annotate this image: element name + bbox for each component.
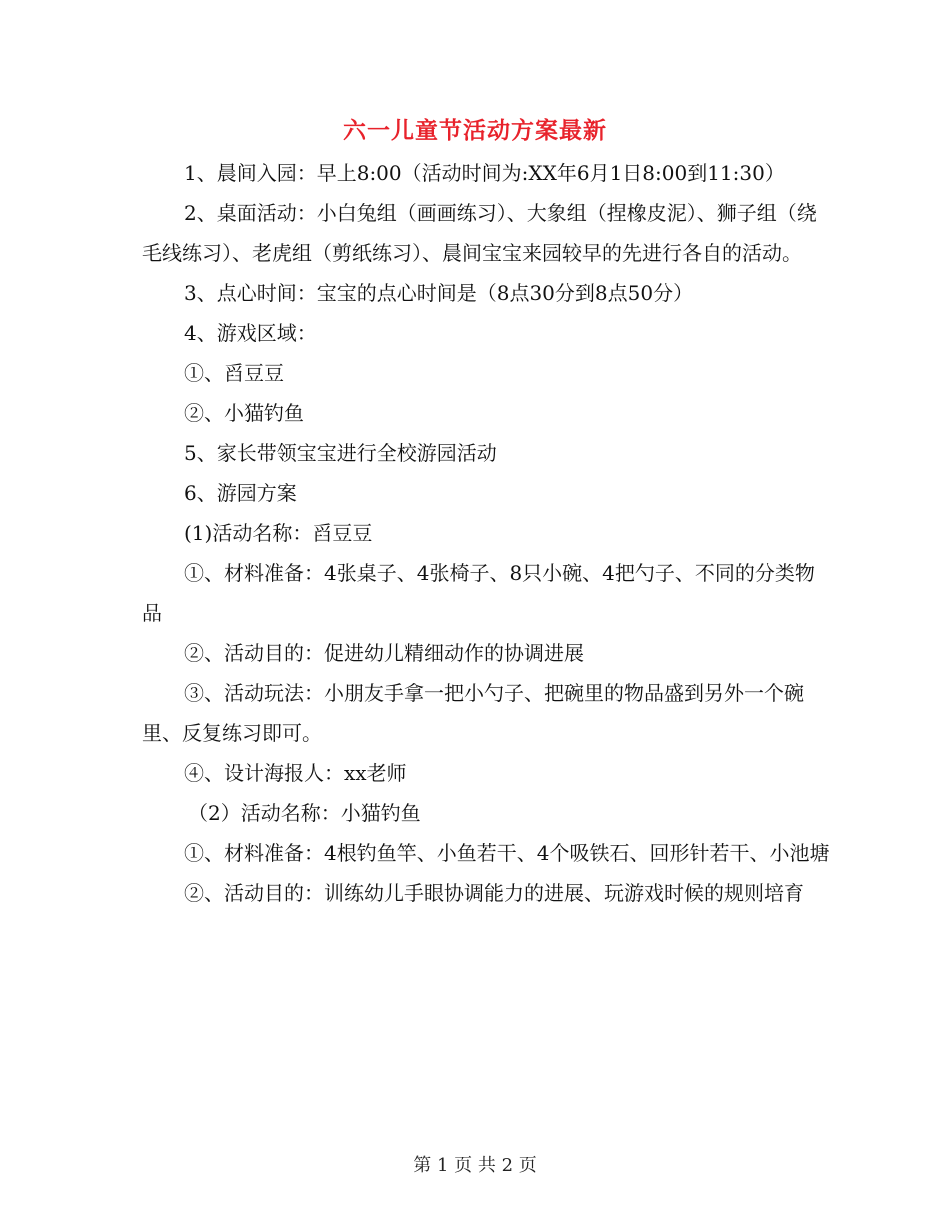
page-footer: 第 1 页 共 2 页	[413, 1155, 537, 1176]
activity-1-name: (1)活动名称：舀豆豆	[184, 521, 373, 545]
document-title: 六一儿童节活动方案最新	[343, 118, 607, 144]
activity-2-materials: ①、材料准备：4根钓鱼竿、小鱼若干、4个吸铁石、回形针若干、小池塘	[184, 841, 830, 865]
paragraph-game-area: 4、游戏区域：	[184, 321, 317, 345]
activity-1-goal: ②、活动目的：促进幼儿精细动作的协调进展	[184, 641, 584, 665]
activity-1-materials: ①、材料准备：4张桌子、4张椅子、8只小碗、4把勺子、不同的分类物品	[142, 561, 815, 625]
activity-1-rules: ③、活动玩法：小朋友手拿一把小勺子、把碗里的物品盛到另外一个碗里、反复练习即可。	[142, 681, 804, 745]
activity-2-name: （2）活动名称：小猫钓鱼	[188, 801, 421, 825]
activity-2-goal: ②、活动目的：训练幼儿手眼协调能力的进展、玩游戏时候的规则培育	[184, 881, 804, 905]
activity-1-designer: ④、设计海报人：xx老师	[184, 761, 407, 785]
paragraph-tour-plan: 6、游园方案	[184, 481, 297, 505]
document-body	[142, 153, 832, 913]
paragraph-desk-activity: 2、桌面活动：小白兔组（画画练习）、大象组（捏橡皮泥）、狮子组（绕毛线练习）、老虎组（剪纸练习）、晨间宝宝来园较早的先进行各自的活动。	[142, 201, 817, 265]
paragraph-parent-tour: 5、家长带领宝宝进行全校游园活动	[184, 441, 497, 465]
list-item-game-1: ①、舀豆豆	[184, 361, 284, 385]
paragraph-snack-time: 3、点心时间：宝宝的点心时间是（8点30分到8点50分）	[184, 281, 694, 305]
list-item-game-2: ②、小猫钓鱼	[184, 401, 304, 425]
paragraph-arrival: 1、晨间入园：早上8:00（活动时间为:XX年6月1日8:00到11:30）	[184, 161, 785, 185]
